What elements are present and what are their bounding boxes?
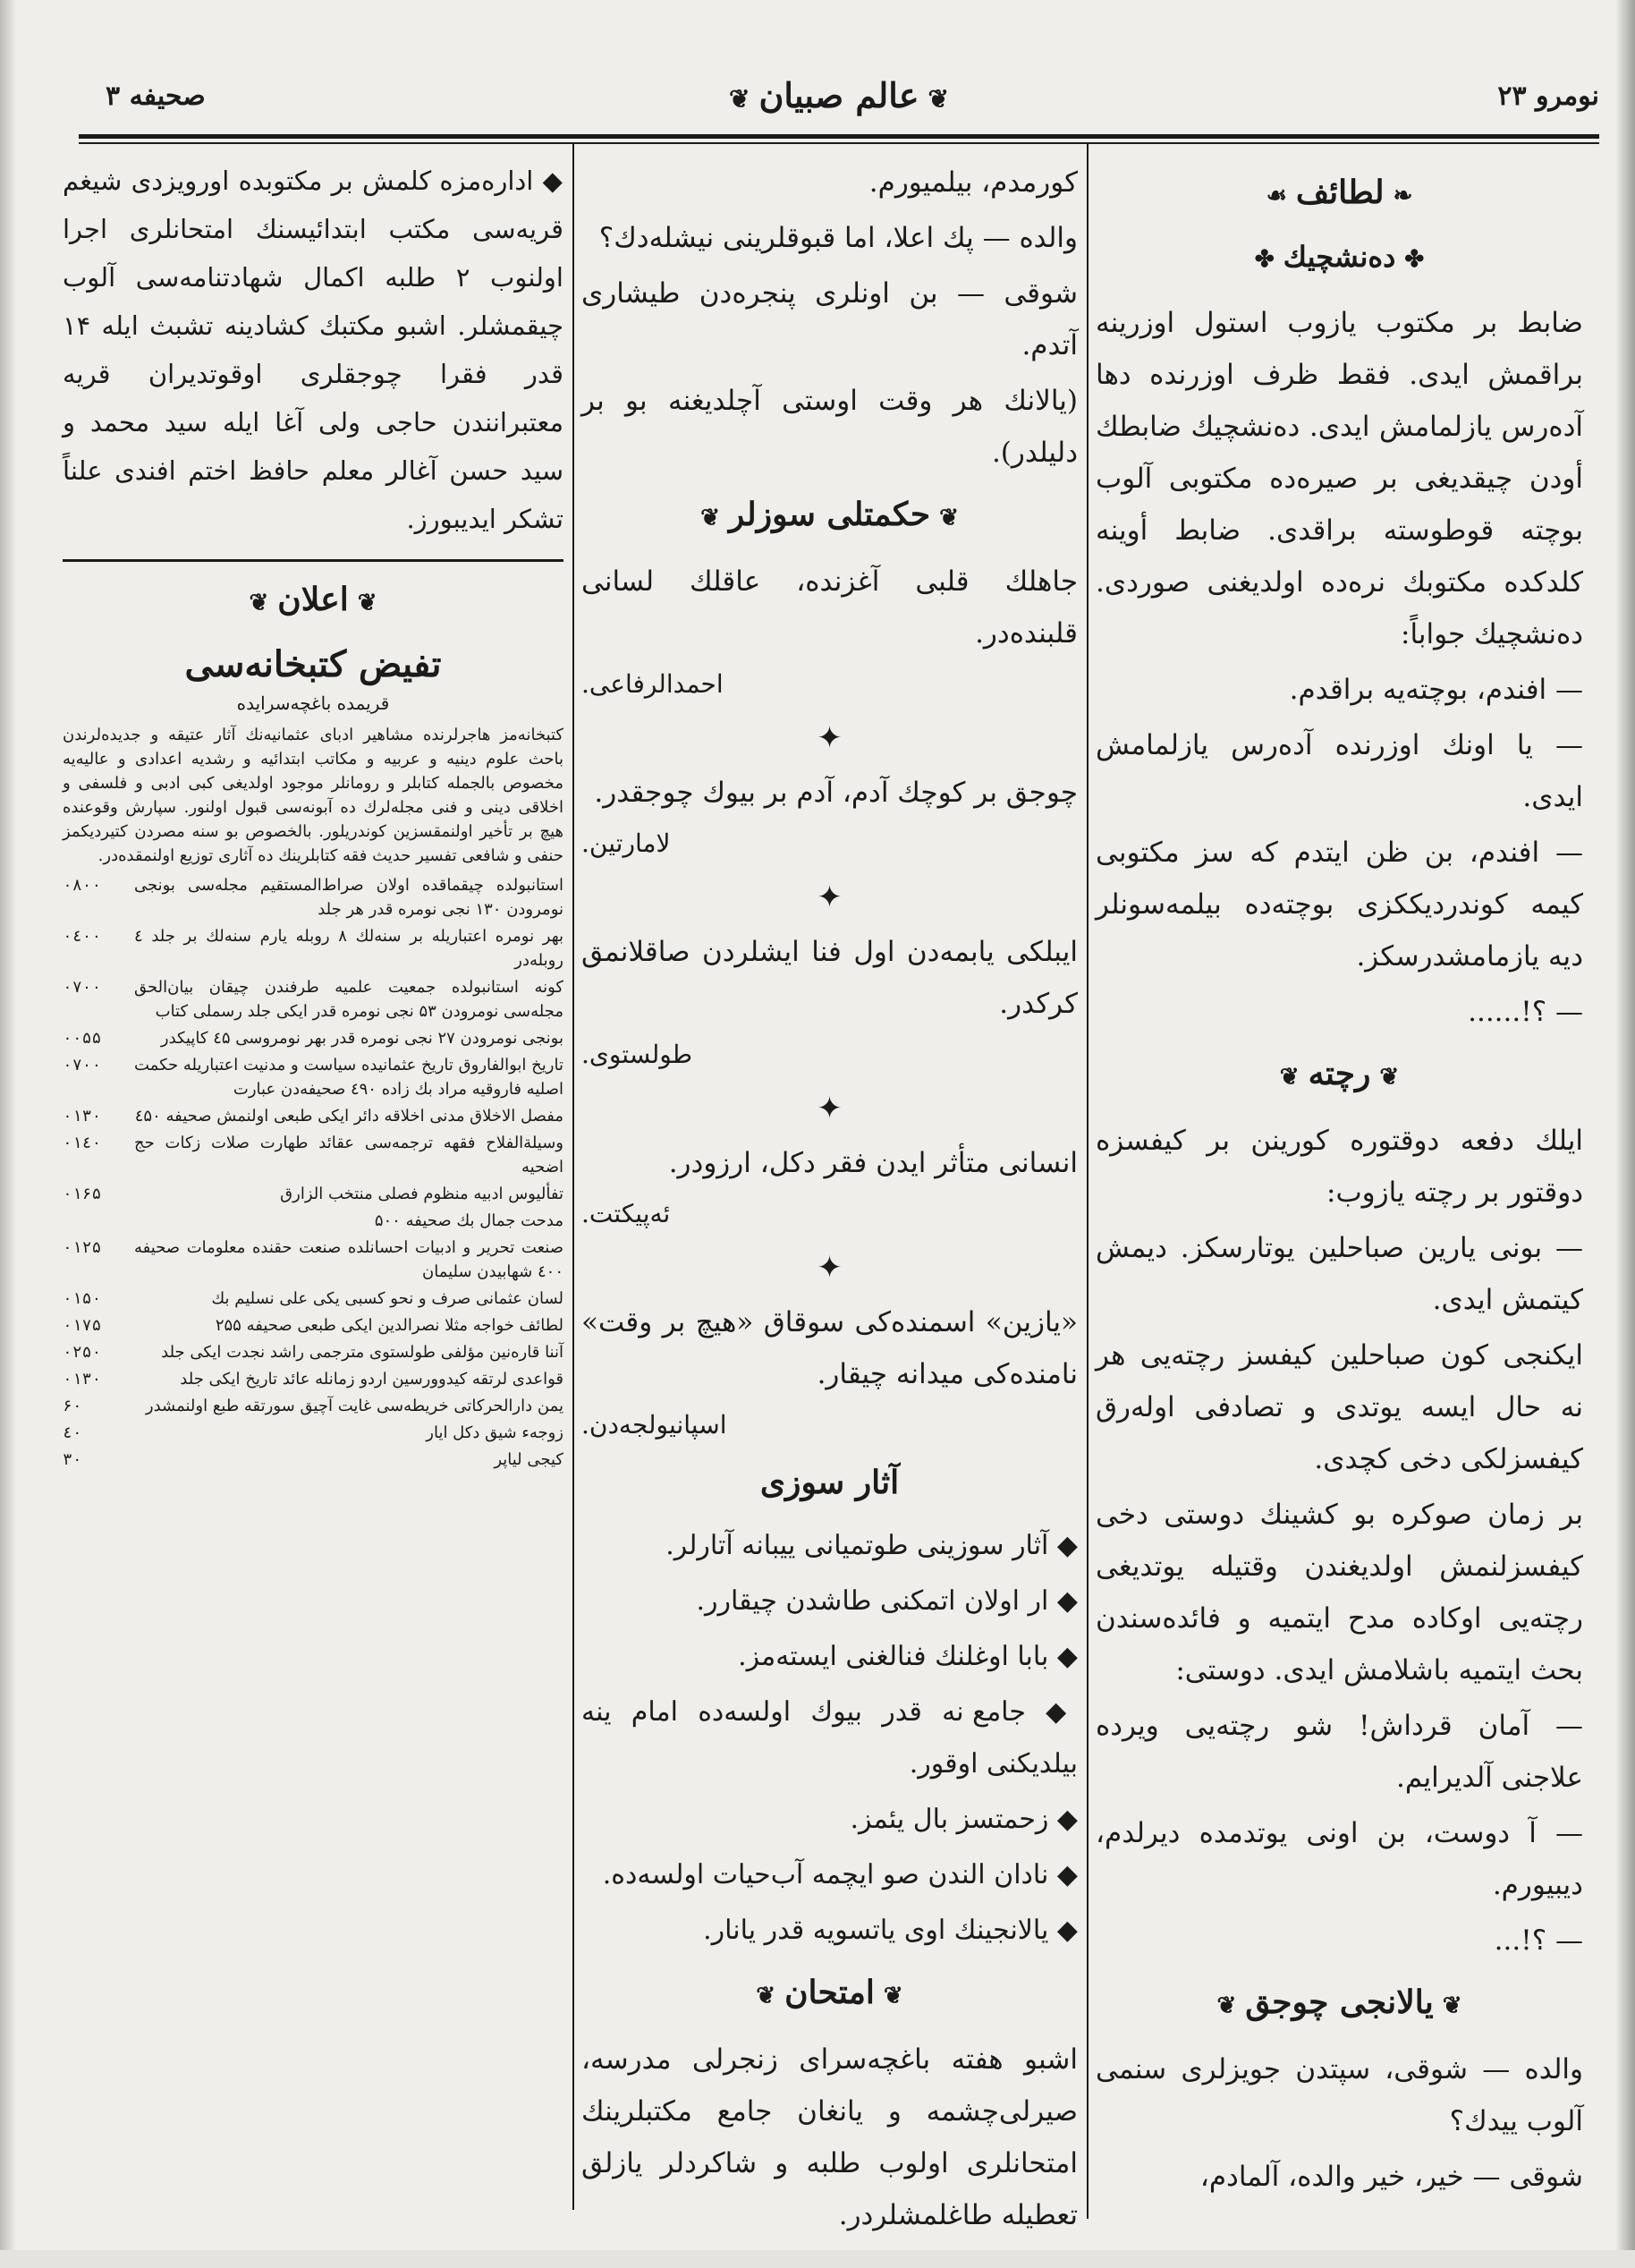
paragraph: شوقی — بن اونلری پنجرەدن طیشاری آتدم. [581, 277, 1078, 361]
book-price: ۰۱۷۵ [63, 1316, 102, 1335]
diamond-bullet-icon: ◆ [1048, 1915, 1078, 1946]
section-heading [1096, 169, 1583, 219]
saying-source: اسپانیولجەدن. [581, 1410, 727, 1440]
book-list-item [63, 1421, 563, 1445]
paragraph: — آ دوست، بن اونی یوتدمدە دیرلدم، دیبیورم. [1096, 1817, 1583, 1901]
paragraph: والدە — شوقی، سپتدن جویزلری سنمی آلوب ییدك؟ [1096, 2053, 1583, 2137]
book-list-item [63, 1367, 563, 1391]
saying: جاهلك قلبی آغزندە، عاقلك لسانی قلبندەدر. [581, 565, 1078, 650]
proverb-text: نادان الندن صو ایچمە آب‌حیات اولسەدە. [602, 1859, 1049, 1890]
book-price: ۰۱۲۵ [63, 1238, 102, 1257]
saying: انسانی متأثر ایدن فقر دكل، ارزودر. [668, 1147, 1078, 1179]
heading-text: رچتە [1308, 1055, 1371, 1092]
proverb-text: جامع نە قدر بیوك اولسەدە امام ینە بیلدیكنی اوقور. [581, 1696, 1078, 1780]
book-price: ۰۸۰۰ [63, 876, 102, 895]
paragraph: والدە — پك اعلا، اما قبوقلرینی نیشلەدك؟ [598, 222, 1078, 254]
section-heading [581, 1459, 1078, 1506]
book-price: ۰۱۳۰ [63, 1370, 102, 1389]
paragraph: — بونی یارین صباحلین یوتارسكز. دیمش كیتمش ایدی. [1096, 1232, 1583, 1316]
book-price: ۶۰ [63, 1397, 82, 1415]
scan-shadow-right [1615, 0, 1635, 2268]
separator-star-icon: ✦ [817, 879, 843, 915]
book-price: ٤۰ [63, 1423, 82, 1442]
scan-shadow-left [0, 0, 16, 2268]
ornament-icon: ✤ [1254, 246, 1275, 273]
ornament-icon: ❦ [939, 505, 959, 531]
column-right [1096, 157, 1583, 2206]
book-title: كیجی لیاپر [494, 1450, 563, 1469]
book-title: بهر نومرە اعتباریلە بر سنەلك ۸ روبلە یارم سنەلك بر جلد ٤ روبلەدر [134, 927, 563, 970]
ad-paragraph: كتبخانەمز هاجرلرندە مشاهیر ادبای عثمانیەنك آثار عتیقە و جدیدەلرندن باحث علوم دینیە و عربیە و مكاتب ابتدائیە و رشدیە اعدادی و عالیەیە مخصوص بالجملە كتابلر و رومانلر موجود اولدیغی كبی ادبی و فلسفی و اخلاقی دینی و فنی مجلەلرك ده آبونەسی قبول اولنور. سپارش وقوعندە هیچ بر تأخیر اولنمقسزین كوندریلور. بالخصوص بو سنە مصردن كتیردیكمز حنفی و شافعی تفسیر حدیث فقە كتابلرینك ده آثاری توزیع اولنمقدەدر. [63, 726, 563, 865]
masthead-title-wrap [79, 75, 1599, 115]
book-title: زوجەء شیق دكل ایار [426, 1423, 563, 1442]
ornament-icon: ✤ [1404, 246, 1425, 273]
book-price: ۰۱۶۵ [63, 1185, 102, 1203]
book-title: لطائف خواجە مثلا نصرالدین ایكی طبعی صحیفە ۲۵۵ [215, 1316, 563, 1335]
proverb-text: ار اولان اتمكنی طاشدن چیقارر. [696, 1585, 1049, 1617]
diamond-bullet-icon: ◆ [533, 166, 563, 196]
ornament-icon: ❦ [883, 1983, 903, 2009]
book-list-item [63, 1313, 563, 1338]
ornament-icon: ❦ [249, 590, 269, 616]
paragraph: اشبو هفتە باغچەسرای زنجرلی مدرسە، صیرلی‌چشمە و یانغان جامع مكتبلرینك امتحانلری اولوب طلبە و شاكردلر یازلق تعطیلە طاغلمشلردر. [581, 2043, 1078, 2231]
paragraph: — آمان قرداش! شو رچتەیی ویردە علاجنی آلدیرایم. [1096, 1710, 1583, 1794]
ornament-icon: ❦ [928, 84, 949, 114]
paragraph: بر زمان صوكرە بو كشینك دوستی دخی كیفسزلنمش اولدیغندن وقتیلە یوتدیغی رچتەیی اوكادە مدح ایتمیە و فائدەسندن بحث ایتمیە باشلامش ایدی. دوستی: [1096, 1499, 1583, 1686]
column-divider-left [572, 143, 574, 2210]
bottom-strip [0, 2250, 1635, 2268]
book-title: تاریخ ابوالفاروق تاریخ عثمانیدە سیاست و مدنیت اعتباریلە حكمت اصلیە فاروقیە مراد بك زادە ٤۹۰ صحیفەدن عبارت [134, 1056, 563, 1099]
ornament-icon: ❦ [729, 84, 750, 114]
paragraph: — یا اونك اوزرندە آدەرس یازلمامش ایدی. [1096, 729, 1583, 813]
book-title: مفصل الاخلاق مدنی اخلاقە دائر ایكی طبعی اولنمش صحیفە ٤۵۰ [134, 1107, 563, 1126]
saying: «یازین» اسمندەكی سوقاق «هیچ بر وقت» نامندەكی میدانە چیقار. [581, 1306, 1078, 1390]
book-list-item [63, 1104, 563, 1128]
book-title: یمن دارالحركاتی خریطەسی غایت آچیق سورتقە طبع اولنمشدر [145, 1397, 563, 1415]
saying: ایبلكی یابمەدن اول فنا ایشلردن صاقلانمق كركدر. [581, 936, 1078, 1020]
book-title: مدحت جمال بك صحیفە ۵۰۰ [374, 1211, 563, 1230]
paragraph: (یالانك هر وقت اوستی آچلدیغنە بو بر دلیلدر). [581, 385, 1078, 469]
diamond-bullet-icon: ◆ [1048, 1859, 1078, 1890]
section-heading [1096, 1050, 1583, 1100]
divider [63, 559, 563, 562]
ornament-icon: ❦ [700, 505, 720, 531]
notice-text: ادارەمزە كلمش بر مكتوبدە اورویزدی شیغم قریەسی مكتب ابتدائیسنك امتحانلری اجرا اولنوب ۲ طلبە اكمال شهادتنامەسی آلوب چیقمشلر. اشبو مكتبك كشادینە تشبث ایلە ۱۴ قدر فقرا چوجقلری اوقوتدیران قریە معتبرانندن حاجی ولی آغا ایلە سید محمد و سید حسن آغالر معلم حافظ اختم افندی علناً تشكر ایدیبورز. [63, 166, 563, 534]
book-list-item [63, 1287, 563, 1311]
book-title: لسان عثمانی صرف و نحو كسبی یكی علی نسلیم بك [211, 1289, 563, 1308]
proverb-item [581, 1849, 1078, 1901]
book-title: تفألیوس ادبیە منظوم فصلی منتخب الزارق [280, 1185, 563, 1203]
saying-source: لامارتین. [581, 828, 671, 858]
masthead-rule [79, 134, 1599, 139]
book-title: استانبولدە چیقماقدە اولان صراط‌المستقیم مجلەسی بونجی نومرودن ۱۳۰ نجی نومرە قدر هر جلد [134, 876, 563, 919]
section-heading [581, 491, 1078, 541]
book-list-item [63, 1209, 563, 1233]
book-price: ۰۷۰۰ [63, 978, 102, 997]
subsection-heading [1096, 234, 1583, 283]
ornament-icon: ❦ [357, 590, 377, 616]
paragraph: — ؟!... [1494, 1924, 1583, 1957]
paragraph: ضابط بر مكتوب یازوب استول اوزرینه براقمش ایدی. فقط ظرف اوزرنده دها آدەرس یازلمامش ایدی. دەنشچیك ضابطك أودن چیقدیغی بر صیرەدە مكتوبی آلوب بوچتە قوطوستە براقدی. ضابط أوینە كلدكدە مكتوبك نرەدە اولدیغنی صوردی. دەنشچیك جواباً: [1096, 307, 1583, 650]
heading-text: لطائف [1295, 174, 1385, 211]
proverb-item [581, 1520, 1078, 1572]
diamond-bullet-icon: ◆ [1025, 1696, 1079, 1728]
column-divider-right [1087, 143, 1089, 2219]
book-title: آننا قارەنین مؤلفی طولستوی مترجمی راشد نجدت ایكی جلد [161, 1343, 563, 1362]
book-price-list [63, 873, 563, 1472]
masthead [79, 75, 1599, 134]
proverb-item [581, 1631, 1078, 1683]
column-middle [581, 157, 1078, 2245]
diamond-bullet-icon: ◆ [1048, 1585, 1078, 1617]
book-list-item [63, 1026, 563, 1050]
book-list-item [63, 1182, 563, 1206]
book-price: ۰۲۵۰ [63, 1343, 102, 1362]
book-price: ۰۰۵۵ [63, 1029, 102, 1048]
proverb-item [581, 1794, 1078, 1846]
heading-text: امتحان [784, 1974, 875, 2011]
book-list-item [63, 924, 563, 973]
heading-text: دەنشچیك [1283, 240, 1396, 274]
proverb-text: زحمتسز بال یئمز. [850, 1804, 1049, 1835]
book-list-item [63, 1236, 563, 1284]
ornament-icon: ❦ [1279, 1064, 1300, 1091]
section-heading [581, 1969, 1078, 2019]
book-price: ۰۱٤۰ [63, 1134, 102, 1152]
book-list-item [63, 1131, 563, 1179]
proverb-text: بابا اوغلنك فنالغنی ایستەمز. [738, 1641, 1049, 1672]
ad-title: تفیض كتبخانەسی [184, 643, 442, 685]
proverb-item [581, 1905, 1078, 1957]
section-heading [1096, 1979, 1583, 2029]
book-title: وسیلةالفلاح فقهە ترجمەسی عقائد طهارت صلات زكات حج اضحیە [134, 1134, 563, 1176]
proverb-text: آثار سوزینی طوتمیانی ییبانە آتارلر. [665, 1530, 1049, 1561]
heading-text: آثار سوزی [759, 1464, 900, 1501]
heading-text: حكمتلی سوزلر [728, 496, 931, 533]
ornament-icon: ❦ [1216, 1992, 1237, 2019]
separator-star-icon: ✦ [817, 1250, 843, 1286]
book-list-item [63, 1053, 563, 1101]
book-list-item [63, 1340, 563, 1364]
masthead-title: عالم صبیان [758, 75, 919, 115]
paragraph: كورمدم، بیلمیورم. [868, 166, 1078, 199]
book-title: بونجی نومرودن ۲۷ نجی نومرە قدر بهر نومروسی ٤۵ كاپیكدر [160, 1029, 563, 1048]
ornament-icon: ❦ [756, 1983, 776, 2009]
diamond-bullet-icon: ◆ [1048, 1641, 1078, 1672]
ornament-icon: ❦ [1442, 1992, 1462, 2019]
issue-number: نومرو ۲۳ [1497, 81, 1599, 112]
heading-text: یالانجی چوجق [1245, 1983, 1434, 2021]
ornament-icon: ❧ [1393, 183, 1413, 209]
book-list-item [63, 1448, 563, 1472]
saying-source: ئەپیكتت. [581, 1199, 671, 1228]
book-title: قواعدی لرتقە كیدوورسین اردو زمانلە عائد تاریخ ایكی جلد [180, 1370, 563, 1389]
saying: چوجق بر كوچك آدم، آدم بر بیوك چوجقدر. [594, 777, 1078, 809]
saying-source: احمدالرفاعی. [581, 669, 724, 699]
heading-text: اعلان [277, 581, 349, 618]
proverb-item [581, 1576, 1078, 1627]
paragraph: — افندم، بوچتەیە براقدم. [1289, 674, 1583, 706]
separator-star-icon: ✦ [817, 1091, 843, 1126]
proverb-item [581, 1686, 1078, 1790]
ornament-icon: ☙ [1266, 183, 1287, 209]
ad-subtitle: قریمدە باغچەسرایدە [236, 692, 390, 714]
book-list-item [63, 1394, 563, 1418]
book-price: ۰۱۵۰ [63, 1289, 102, 1308]
masthead-rule-thin [79, 142, 1599, 144]
proverb-text: یالانجینك اوی یاتسویە قدر یانار. [703, 1915, 1049, 1946]
book-price: ۰۱۳۰ [63, 1107, 102, 1126]
ornament-icon: ❦ [1379, 1064, 1400, 1091]
book-price: ۳۰ [63, 1450, 82, 1469]
paragraph: — افندم، بن ظن ایتدم كە سز مكتوبی كیمە كوندردیككزی بوچتەدە بیلمەسونلر دیە یازمامشدرسكز. [1096, 837, 1583, 973]
book-list-item [63, 975, 563, 1024]
separator-star-icon: ✦ [817, 720, 843, 756]
paragraph: ایلك دفعە دوقتورە كورینن بر كیفسزە دوقتور بر رچتە یازوب: [1096, 1125, 1583, 1209]
notice-paragraph [63, 157, 563, 543]
column-left [63, 157, 563, 1474]
ad-heading [63, 576, 563, 626]
book-price: ۰۷۰۰ [63, 1056, 102, 1075]
book-title: كونە استانبولدە جمعیت علمیە طرفندن چیقان بیان‌الحق مجلەسی نومرودن ۵۳ نجی نومرە قدر ایكی جلد رسملی كتاب [134, 978, 563, 1021]
paragraph: شوقی — خیر، خیر والدە، آلمادم، [1199, 2161, 1583, 2193]
page-label: صحیفه ۳ [106, 81, 206, 112]
saying-source: طولستوی. [581, 1040, 692, 1069]
diamond-bullet-icon: ◆ [1048, 1804, 1078, 1835]
book-title: صنعت تحریر و ادبیات احسانلدە صنعت حقندە معلومات صحیفە ٤۰۰ شهابیدن سلیمان [134, 1238, 563, 1281]
book-price: ۰٤۰۰ [63, 927, 102, 946]
book-list-item [63, 873, 563, 922]
paragraph: — ؟!...... [1468, 996, 1583, 1028]
diamond-bullet-icon: ◆ [1048, 1530, 1078, 1561]
paragraph: ایكنجی كون صباحلین كیفسز رچتەیی هر نە حال ایسە یوتدی و تصادفی اولەرق كیفسزلكی دخی كچدی. [1096, 1339, 1583, 1475]
